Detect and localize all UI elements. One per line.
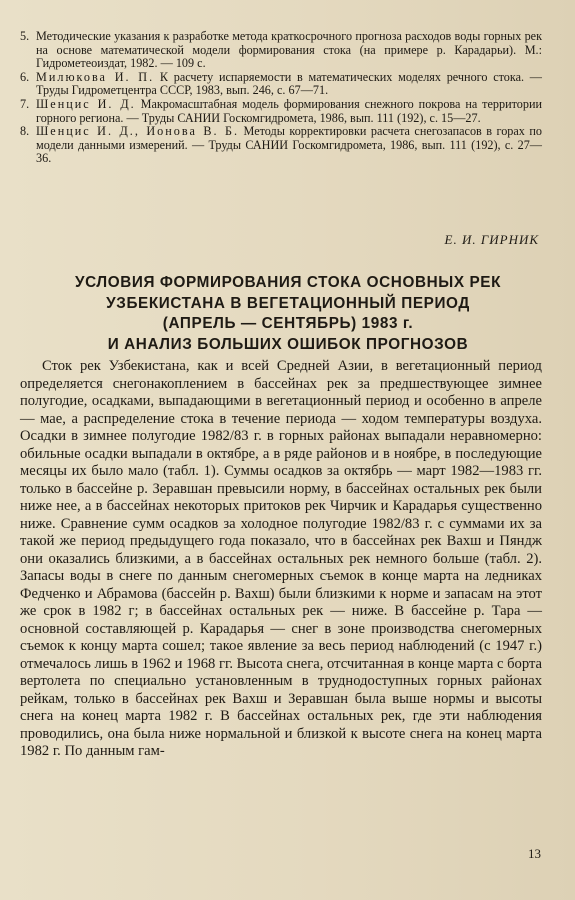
- reference-number: 7.: [20, 96, 30, 111]
- reference-author: Шенцис И. Д., Ионова В. Б.: [36, 124, 240, 139]
- article-author: Е. И. ГИРНИК: [444, 232, 539, 247]
- title-line: И АНАЛИЗ БОЛЬШИХ ОШИБОК ПРОГНОЗОВ: [107, 335, 469, 353]
- reference-author: Шенцис И. Д.: [36, 96, 136, 111]
- reference-number: 6.: [20, 69, 30, 84]
- reference-item: [20, 30, 542, 71]
- article-title: [28, 273, 548, 355]
- title-line: УСЛОВИЯ ФОРМИРОВАНИЯ СТОКА ОСНОВНЫХ РЕК: [74, 274, 502, 291]
- reference-text: [36, 30, 542, 71]
- reference-text: [36, 125, 542, 166]
- title-line: УЗБЕКИСТАНА В ВЕГЕТАЦИОННЫЙ ПЕРИОД: [106, 294, 470, 312]
- body-paragraph: Сток рек Узбекистана, как и всей Средней Азии, в вегетационный период определяется снегонакоплением в бассейнах рек за предшествующее зимнее полугодие, осадками, выпадающими в вегетационный период и особенно в апреле — мае, а распределение стока в течение периода — ходом температуры воздуха. Осадки в зимнее полугодие 1982/83 г. в горных районах выпадали неравномерно: обильные осадки выпадали в октябре, а в ряде районов и в ноябре, в последующие месяцы их было мало (табл. 1). Суммы осадков за октябрь — март 1982—1983 гг. только в бассейне р. Зеравшан превысили норму, в бассейнах остальных рек были ниже нее, а в бассейнах некоторых притоков рек Чирчик и Карадарья существенно ниже. Сравнение сумм осадков за холодное полугодие 1982/83 г. с суммами их за такой же период предыдущего года показало, что в бассейнах рек Вахш и Пяндж они оказались близкими, а в бассейнах остальных рек немного больше (табл. 2). Запасы воды в снеге по данным снегомерных съемок в конце марта на ледниках Федченко и Абрамова (бассейн р. Вахш) были близкими к норме и запасам на этот же срок в 1982 г; в бассейнах остальных рек — ниже. В бассейне р. Тара — основной составляющей р. Карадарья — снег в зоне производства снегомерных съемок к концу марта сошел; такое явление за весь период наблюдений (с 1947 г.) отмечалось лишь в 1962 и 1968 гг. Высота снега, отсчитанная в конце марта с борта вертолета по специально установленным в труднодоступных горных районах рейкам, только в бассейнах рек Вахш и Зеравшан была выше нормы и высоты снега на конец марта 1982 г. В бассейнах остальных рек, где эти наблюдения проводились, она была ниже нормальной и близкой к высоте снега на конец марта 1982 г. По данным гам-: [20, 358, 542, 759]
- reference-body: Макромасштабная модель формирования снежного покрова на территории горного региона. — Труды САНИИ Госкомгидромета, 1986, вып. 111 (192), с. 15—27.: [36, 96, 543, 125]
- reference-text: [36, 71, 542, 98]
- reference-body: К расчету испаряемости в математических моделях речного стока. — Труды Гидрометцентра СССР, 1983, вып. 246, с. 67—71.: [36, 69, 542, 98]
- reference-item: [20, 125, 542, 166]
- reference-author: Милюкова И. П.: [36, 69, 155, 84]
- reference-text: [36, 98, 542, 125]
- reference-number: 5.: [20, 29, 30, 43]
- reference-number: 8.: [20, 124, 30, 139]
- reference-item: [20, 71, 542, 98]
- reference-item: [20, 98, 542, 125]
- reference-body: Методы корректировки расчета снегозапасов в горах по модели данными измерений. — Труды САНИИ Госкомгидромета, 1986, вып. 111 (192), с. 27—36.: [36, 124, 542, 166]
- article-body: [20, 358, 542, 761]
- reference-list: [20, 30, 542, 166]
- reference-body: Методические указания к разработке метода краткосрочного прогноза расходов воды горных рек на основе математической модели формирования стока (на примере р. Карадарьи). М.: Гидрометеоиздат, 1982. — 109 с.: [36, 29, 542, 71]
- title-line: (АПРЕЛЬ — СЕНТЯБРЬ) 1983 г.: [162, 315, 414, 332]
- page-number: 13: [528, 846, 541, 861]
